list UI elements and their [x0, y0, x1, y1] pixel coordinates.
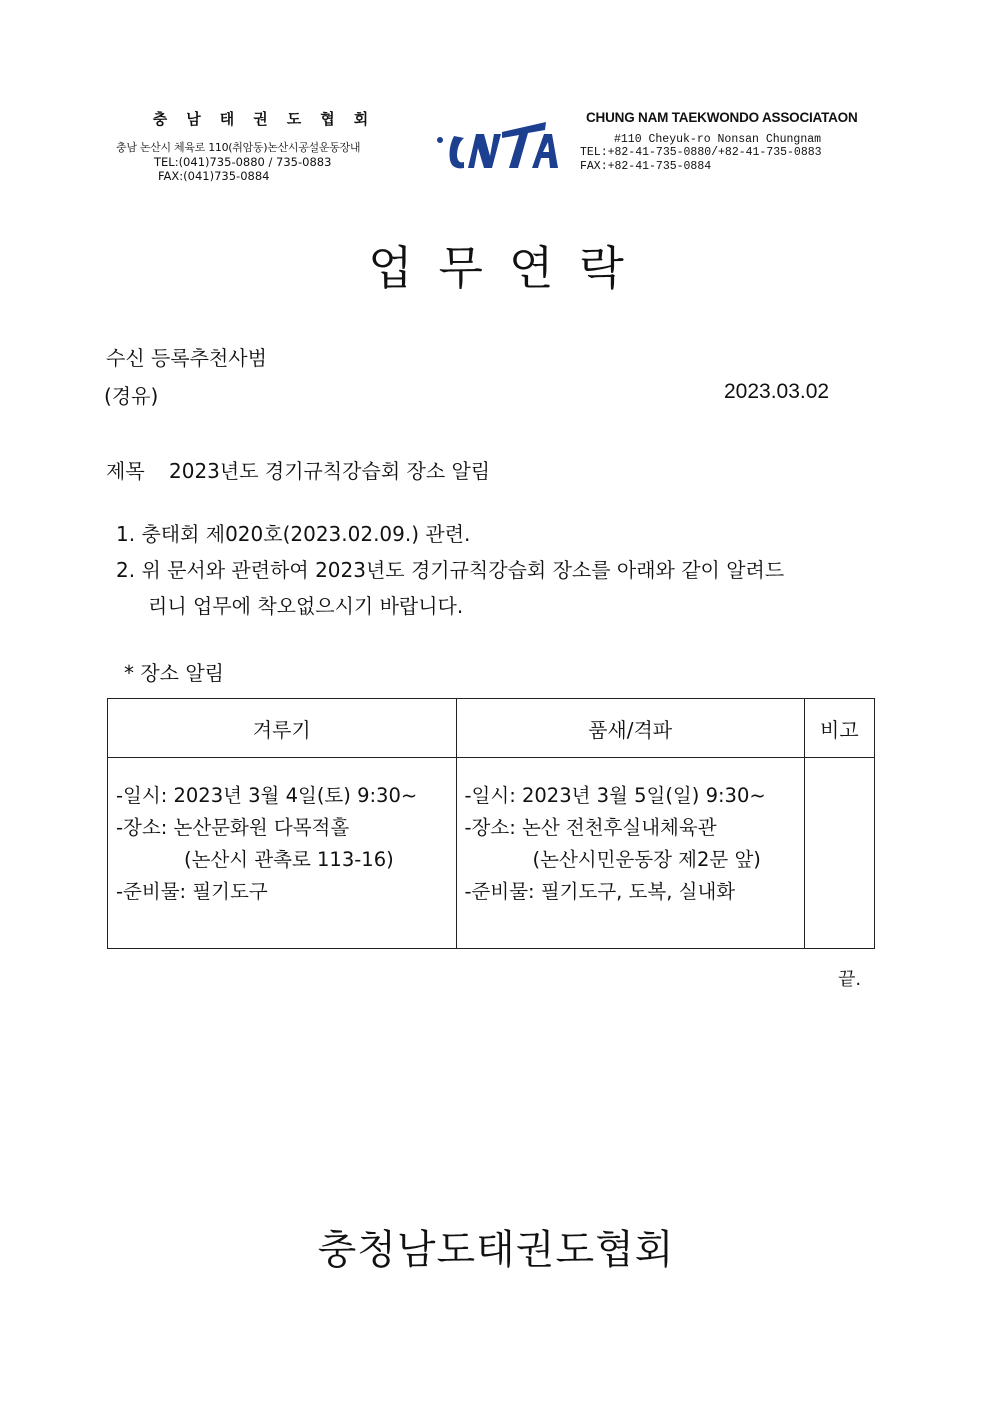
end-mark: 끝.: [838, 969, 862, 990]
phone-kr: TEL:(041)735-0880 / 735-0883: [154, 155, 332, 169]
header-poomsae: 품새/격파: [456, 699, 804, 758]
sparring-date: -일시: 2023년 3월 4일(토) 9:30~: [116, 784, 418, 807]
sparring-address: (논산시 관촉로 113-16): [184, 848, 394, 871]
header-sparring: 겨루기: [108, 699, 457, 758]
org-name-kr: 충남태권도협회: [152, 110, 388, 128]
subject-label: 제목: [106, 459, 145, 483]
document-date: 2023.03.02: [724, 380, 830, 403]
cell-sparring: [108, 758, 457, 949]
subject-line: [106, 455, 490, 484]
fax-en: FAX:+82-41-735-0884: [580, 160, 712, 173]
body-item-2-continuation: 리니 업무에 착오없으시기 바랍니다.: [148, 594, 464, 618]
address-en: #110 Cheyuk-ro Nonsan Chungnam: [614, 133, 822, 146]
address-kr: 충남 논산시 체육로 110(취암동)논산시공설운동장내: [116, 141, 361, 154]
via: (경유): [104, 384, 159, 408]
poomsae-address: (논산시민운동장 제2문 앞): [532, 848, 761, 871]
letterhead-en: [580, 110, 880, 174]
cell-remarks: [804, 758, 874, 949]
sparring-place: -장소: 논산문화원 다목적홀: [116, 816, 350, 839]
document-title: 업무연락: [368, 241, 650, 295]
body-item-2: 2. 위 문서와 관련하여 2023년도 경기규칙강습회 장소를 아래와 같이 알려드: [116, 558, 785, 582]
poomsae-place: -장소: 논산 전천후실내체육관: [464, 816, 717, 839]
logo-text: CNTA: [499, 180, 502, 181]
venue-table: [107, 698, 875, 949]
notice-heading: * 장소 알림: [124, 661, 224, 685]
fax-kr: FAX:(041)735-0884: [158, 169, 270, 183]
recipient: 수신 등록추천사범: [106, 346, 267, 370]
org-name-en: CHUNG NAM TAEKWONDO ASSOCIATAON: [586, 110, 858, 125]
body-item-1: 1. 충태회 제020호(2023.02.09.) 관련.: [116, 522, 471, 546]
phone-en: TEL:+82-41-735-0880/+82-41-735-0883: [580, 146, 822, 159]
poomsae-date: -일시: 2023년 3월 5일(일) 9:30~: [464, 784, 766, 807]
poomsae-supplies: -준비물: 필기도구, 도복, 실내화: [464, 880, 736, 903]
subject-text: 2023년도 경기규칙강습회 장소 알림: [169, 459, 491, 483]
cell-poomsae: [456, 758, 804, 949]
cnta-logo: [434, 108, 564, 182]
letterhead-kr: [116, 108, 416, 183]
sender-name: 충청남도태권도협회: [317, 1227, 675, 1273]
header-remarks: 비고: [804, 699, 874, 758]
sparring-supplies: -준비물: 필기도구: [116, 880, 268, 903]
